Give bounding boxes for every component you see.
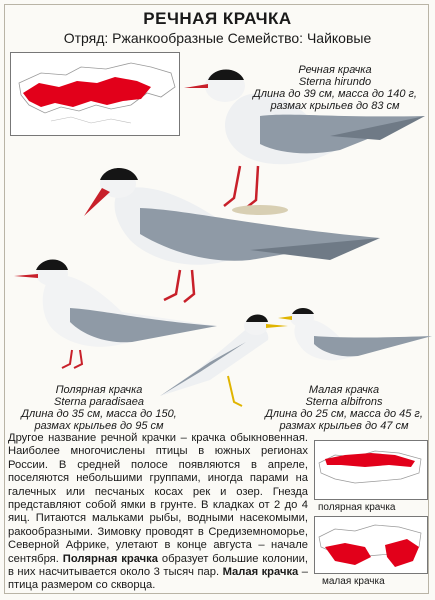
little-tern-standing-illustration: [278, 306, 434, 376]
species-latin: Sterna albifrons: [305, 396, 383, 408]
species-wingspan: размах крыльев до 47 см: [279, 420, 409, 432]
species-name: Полярная крачка: [55, 384, 143, 396]
range-map-little-tern: [314, 516, 428, 574]
map-label-arctic-tern: полярная крачка: [318, 502, 396, 513]
species-size: Длина до 35 см, масса до 150,: [21, 408, 177, 420]
species-description: [8, 432, 308, 593]
page-subtitle: Отряд: Ржанкообразные Семейство: Чайковые: [63, 30, 372, 46]
species-latin: Sterna hirundo: [298, 76, 372, 88]
map-label-little-tern: малая крачка: [322, 576, 385, 587]
description-p2: образует большие колонии, в них насчитывается около 3 тысяч пар.: [8, 552, 309, 579]
species-name: Малая крачка: [308, 384, 380, 396]
description-p1: Другое название речной крачки – крачка обыкновенная. Наиболее многочислены птицы в южных регионах России. В средней полосе появляются в апреле, поселяются небольшими группами, иногда парами на галечных или песчаных косах рек и озер. Гнезда представляют собой ямки в грунте. В кладках от 2 до 4 яиц. Питаются мальками рыбы, водными насекомыми, ракообразными. Зимовку проводят в Средиземноморье, Северной Африке, улетают в конце августа – начале сентября.: [8, 432, 308, 565]
species-wingspan: размах крыльев до 83 см: [270, 100, 400, 112]
species-size: Длина до 25 см, масса до 45 г,: [265, 408, 423, 420]
description-little-tern-bold: Малая крачка: [222, 566, 299, 579]
range-map-arctic-tern: [314, 440, 428, 500]
page-title: РЕЧНАЯ КРАЧКА: [143, 9, 292, 28]
description-p3: – птица размером со скворца.: [8, 566, 308, 592]
range-map-common-tern: [10, 52, 180, 136]
description-arctic-tern-bold: Полярная крачка: [62, 552, 158, 565]
species-size: Длина до 39 см, масса до 140 г,: [253, 88, 417, 100]
species-wingspan: размах крыльев до 95 см: [34, 420, 164, 432]
species-latin: Sterna paradisaea: [54, 396, 144, 408]
caption-common-tern: [240, 64, 430, 112]
species-name: Речная крачка: [298, 64, 372, 76]
caption-little-tern: [260, 384, 428, 432]
